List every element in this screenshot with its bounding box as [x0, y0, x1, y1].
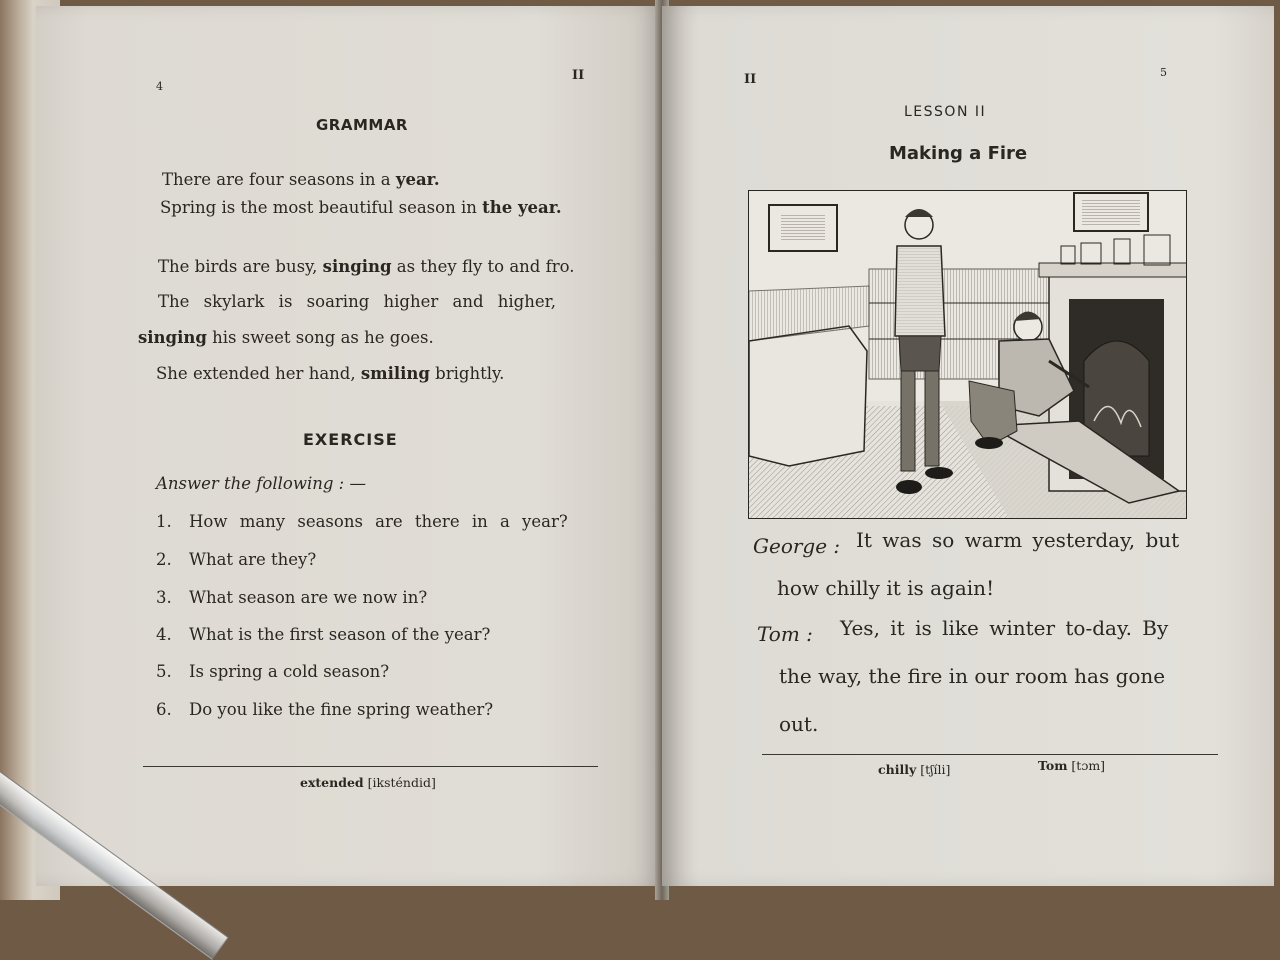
question-text: How many seasons are there in a year? [189, 512, 568, 531]
grammar-example-line [162, 170, 440, 189]
right-footnote-rule [762, 754, 1218, 755]
question-number: 2. [156, 550, 172, 569]
grammar-example-line [138, 328, 434, 347]
exercise-heading: EXERCISE [303, 430, 398, 449]
question-text: What are they? [189, 550, 317, 569]
dialogue-speaker: Tom : [757, 622, 813, 646]
right-page-number: 5 [1160, 66, 1167, 79]
grammar-example-line [158, 257, 574, 276]
question-number: 5. [156, 662, 172, 681]
question-number: 6. [156, 700, 172, 719]
right-footnote-1 [878, 762, 950, 777]
plain-text: brightly. [429, 364, 505, 383]
question-text: Do you like the fine spring weather? [189, 700, 494, 719]
dialogue-speaker: George : [753, 534, 841, 558]
emphasized-word: the year. [482, 198, 562, 217]
question-number: 4. [156, 625, 172, 644]
grammar-heading: GRAMMAR [316, 116, 408, 134]
left-footnote [300, 775, 436, 790]
plain-text: Spring is the most beautiful season in [160, 198, 483, 217]
plain-text: The birds are busy, [158, 257, 323, 276]
exercise-instruction: Answer the following : — [156, 474, 366, 493]
emphasized-word: smiling [360, 364, 430, 383]
dialogue-line: It was so warm yesterday, but [856, 528, 1180, 552]
plain-text: The skylark is soaring higher and higher, [158, 292, 556, 311]
question-text: Is spring a cold season? [189, 662, 390, 681]
footnote-word: extended [300, 775, 364, 790]
plain-text: There are four seasons in a [162, 170, 396, 189]
right-footnote-2 [1038, 758, 1105, 773]
illustration-drawing [749, 191, 1186, 518]
emphasized-word: singing [322, 257, 392, 276]
footnote-pronunciation: [tɔm] [1071, 758, 1106, 773]
grammar-example-line [156, 364, 504, 383]
plain-text: as they fly to and fro. [391, 257, 575, 276]
lesson-label: LESSON II [904, 104, 987, 120]
lesson-title: Making a Fire [889, 143, 1028, 164]
lesson-illustration [748, 190, 1187, 519]
question-text: What season are we now in? [189, 588, 428, 607]
dialogue-line: how chilly it is again! [777, 576, 995, 600]
question-text: What is the first season of the year? [189, 625, 491, 644]
footnote-word: chilly [878, 762, 917, 777]
dialogue-line: Yes, it is like winter to-day. By [840, 616, 1169, 640]
plain-text: She extended her hand, [156, 364, 361, 383]
plain-text: his sweet song as he goes. [206, 328, 434, 347]
footnote-word: Tom [1038, 758, 1068, 773]
footnote-pronunciation: [tʃíli] [920, 762, 951, 777]
right-section-mark: II [744, 72, 757, 87]
left-section-mark: II [572, 68, 585, 83]
question-number: 1. [156, 512, 172, 531]
left-page-number: 4 [156, 80, 163, 93]
dialogue-line: the way, the fire in our room has gone [779, 664, 1166, 688]
dialogue-line: out. [779, 712, 819, 736]
emphasized-word: singing [138, 328, 207, 347]
footnote-pronunciation: [iksténdid] [367, 775, 436, 790]
emphasized-word: year. [395, 170, 440, 189]
question-number: 3. [156, 588, 172, 607]
grammar-example-line [158, 292, 556, 311]
left-footnote-rule [143, 766, 598, 767]
grammar-example-line [160, 198, 562, 217]
